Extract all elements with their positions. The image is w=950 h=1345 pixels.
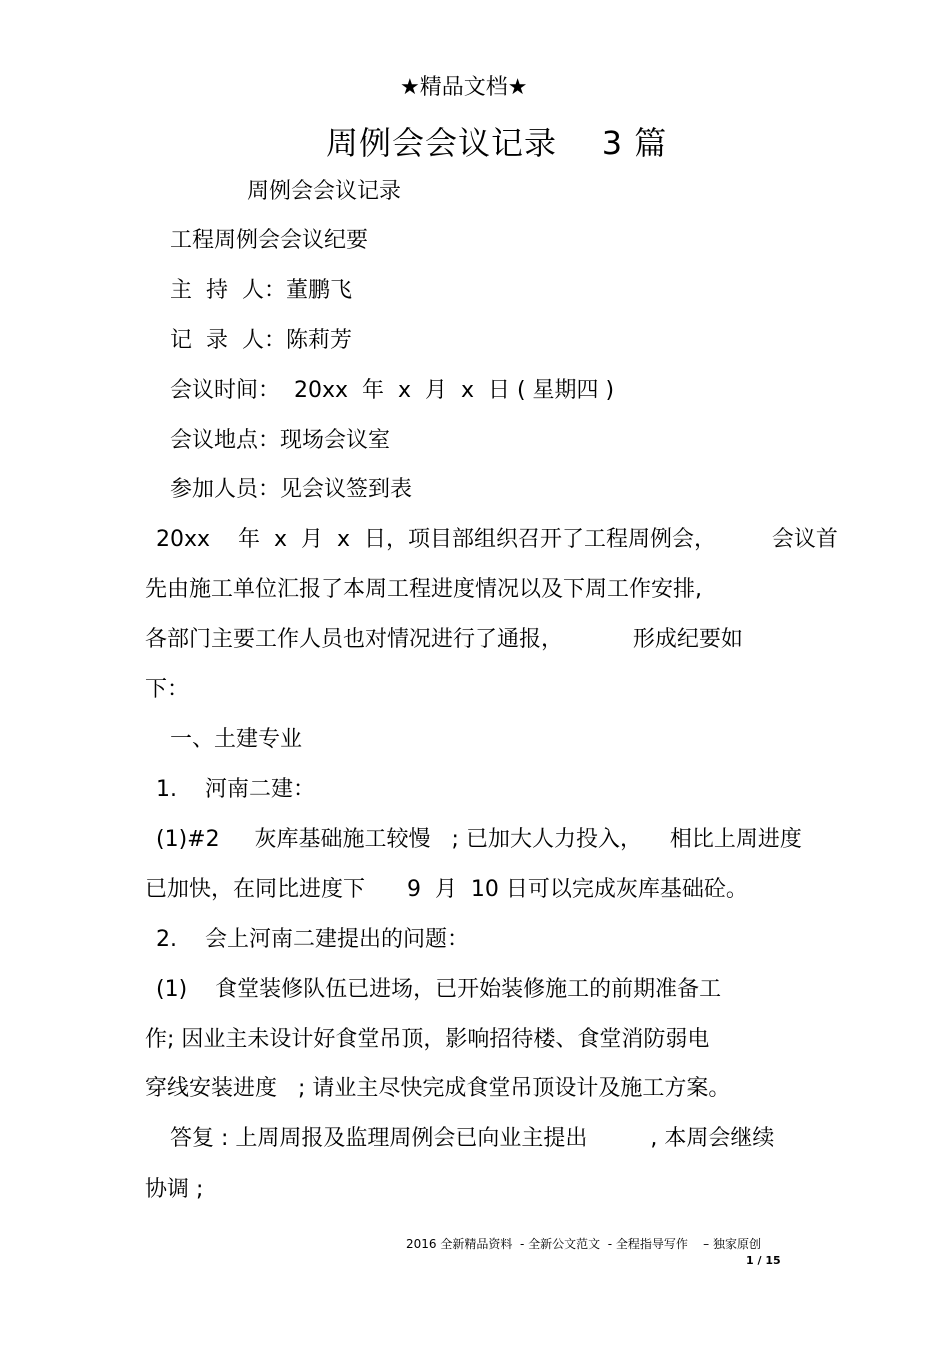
text-line: 一、土建专业 [170,727,303,752]
text-line: 20xx 年 x 月 x 日，项目部组织召开了工程周例会， 会议首 [156,527,838,552]
text-line: 下： [145,677,190,702]
text-line: (1) 食堂装修队伍已进场，已开始装修施工的前期准备工 [156,977,722,1002]
text-line: 主 持 人：董鹏飞 [170,278,352,303]
text-line: 参加人员：见会议签到表 [170,477,413,502]
text-line: 工程周例会会议纪要 [170,228,369,253]
text-line: 2. 会上河南二建提出的问题： [156,927,469,952]
text-line: 作; 因业主未设计好食堂吊顶，影响招待楼、食堂消防弱电 [145,1027,710,1052]
section-subtitle: 周例会会议记录 [247,179,402,204]
page-footer: 2016 全新精品资料 - 全新公文范文 - 全程指导写作 – 独家原创 [406,1237,761,1251]
text-line: 会议地点：现场会议室 [170,428,391,453]
text-line: (1)#2 灰库基础施工较慢 ; 已加大人力投入， 相比上周进度 [156,827,802,852]
text-line: 先由施工单位汇报了本周工程进度情况以及下周工作安排, [145,577,702,602]
text-line: 已加快，在同比进度下 9 月 10 日可以完成灰库基础砼。 [145,877,748,902]
page-title: 周例会会议记录 3 篇 [326,124,668,162]
text-line: 协调 ; [145,1177,204,1202]
page-number: 1 / 15 [746,1254,781,1267]
text-line: 记 录 人：陈莉芳 [170,328,352,353]
text-line: 答复 : 上周周报及监理周例会已向业主提出 , 本周会继续 [170,1126,775,1151]
text-line: 1. 河南二建： [156,777,315,802]
text-line: 穿线安装进度 ; 请业主尽快完成食堂吊顶设计及施工方案。 [145,1076,731,1101]
page-banner: ★精品文档★ [400,75,528,100]
text-line: 各部门主要工作人员也对情况进行了通报， 形成纪要如 [145,627,743,652]
text-line: 会议时间： 20xx 年 x 月 x 日 ( 星期四 ) [170,378,615,403]
